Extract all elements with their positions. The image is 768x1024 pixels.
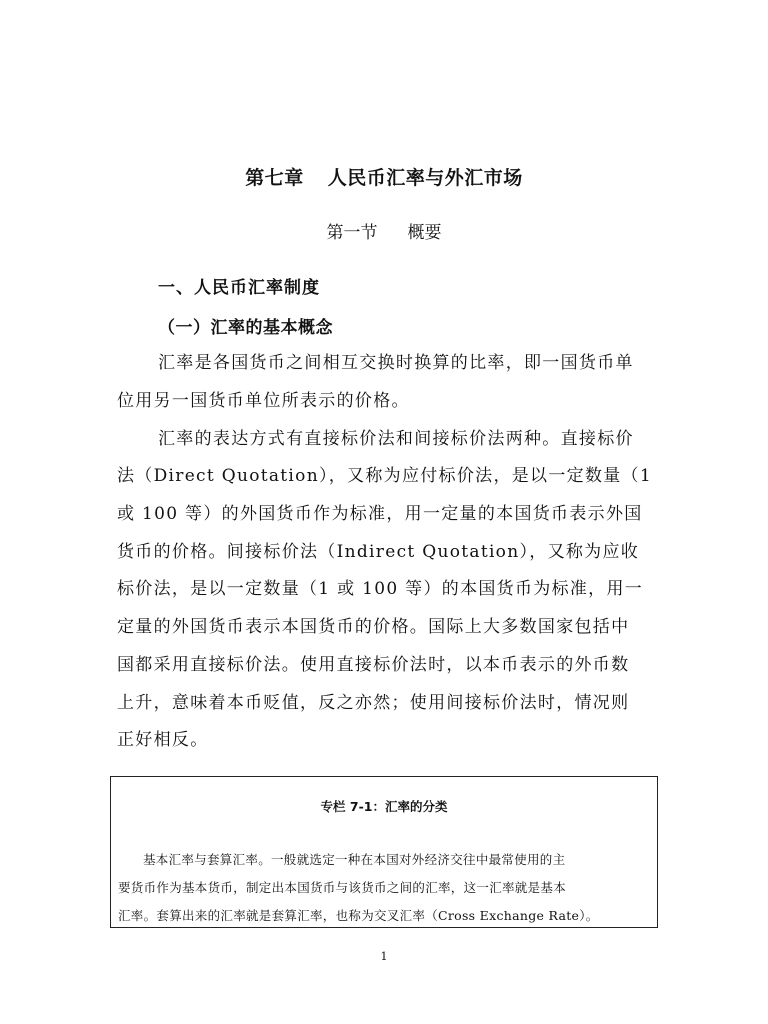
paragraph-line: 汇率是各国货币之间相互交换时换算的比率，即一国货币单: [158, 353, 634, 373]
paragraph-line: 标价法，是以一定数量（1 或 100 等）的本国货币为标准，用一: [117, 579, 644, 599]
chapter-name: 人民币汇率与外汇市场: [327, 167, 523, 189]
sidebar-box-title: 专栏 7-1：汇率的分类: [320, 799, 448, 814]
heading-level-1: 一、人民币汇率制度: [158, 278, 320, 298]
paragraph-line: 货币的价格。间接标价法（Indirect Quotation），又称为应收: [117, 542, 640, 562]
sidebar-box-line: 汇率。套算出来的汇率就是套算汇率，也称为交叉汇率（Cross Exchange Rate）。: [118, 908, 599, 923]
chapter-number: 第七章: [245, 167, 304, 189]
paragraph-line: 国都采用直接标价法。使用直接标价法时，以本币表示的外币数: [117, 655, 630, 675]
section-name: 概要: [407, 223, 442, 243]
paragraph-line: 上升，意味着本币贬值，反之亦然；使用间接标价法时，情况则: [117, 693, 630, 713]
paragraph-line: 定量的外国货币表示本国货币的价格。国际上大多数国家包括中: [117, 617, 630, 637]
paragraph-line: 位用另一国货币单位所表示的价格。: [117, 391, 410, 411]
chapter-title: [0, 163, 768, 190]
sidebar-box-line: 基本汇率与套算汇率。一般就选定一种在本国对外经济交往中最常使用的主: [143, 852, 566, 867]
section-title: [0, 218, 768, 243]
paragraph-line: 或 100 等）的外国货币作为标准，用一定量的本国货币表示外国: [117, 504, 643, 524]
section-number: 第一节: [326, 223, 378, 243]
paragraph-line: 汇率的表达方式有直接标价法和间接标价法两种。直接标价: [158, 429, 634, 449]
paragraph-line: 正好相反。: [117, 730, 209, 750]
sidebar-box: [110, 776, 658, 928]
sidebar-box-line: 要货币作为基本货币，制定出本国货币与该货币之间的汇率，这一汇率就是基本: [118, 880, 567, 895]
page-number: 1: [380, 950, 388, 963]
paragraph-line: 法（Direct Quotation），又称为应付标价法，是以一定数量（1: [117, 466, 652, 486]
heading-level-2: （一）汇率的基本概念: [158, 318, 333, 338]
